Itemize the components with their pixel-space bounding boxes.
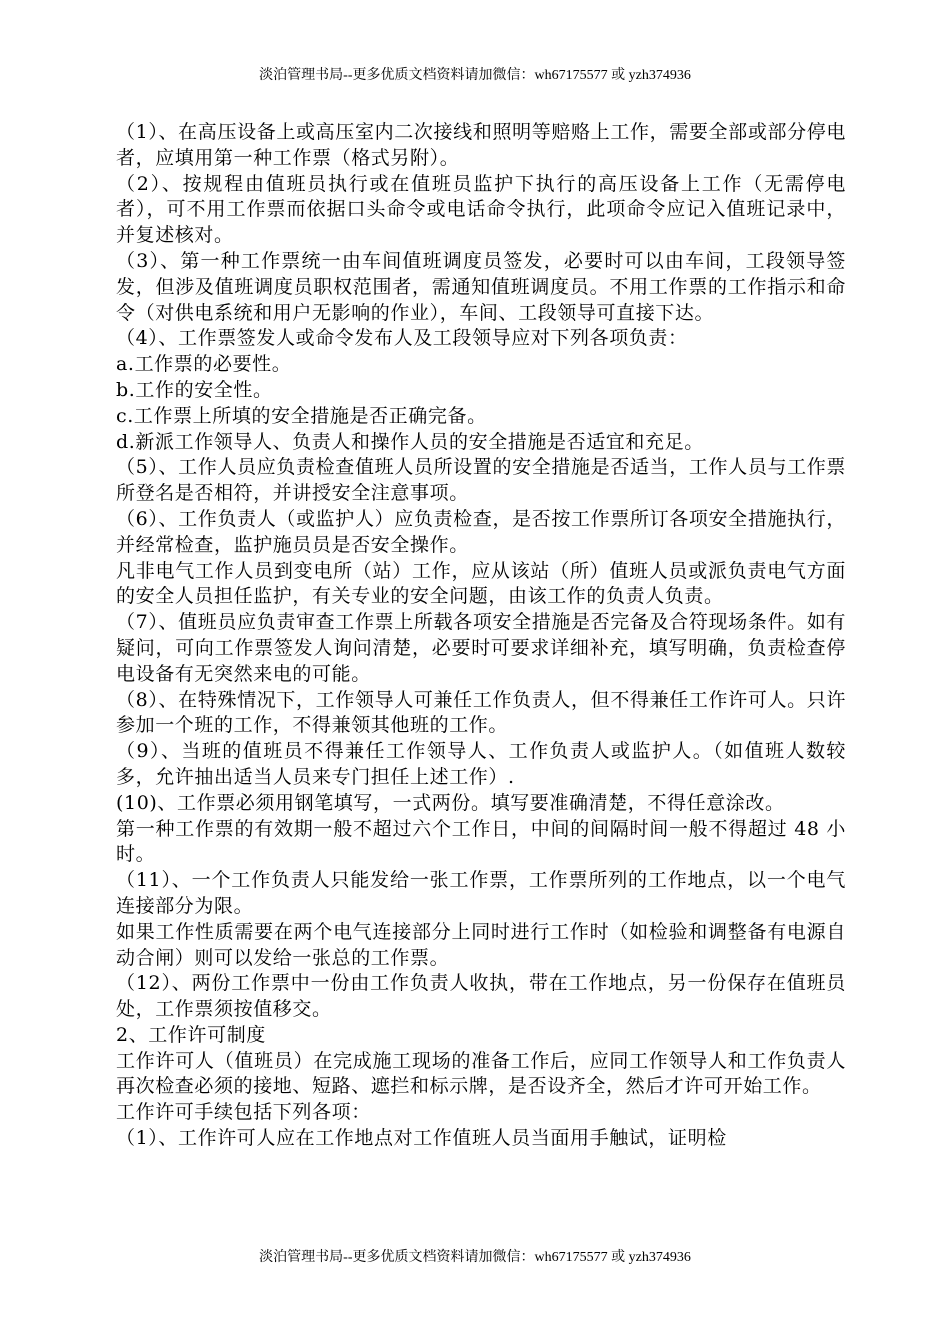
paragraph-11: （11）、一个工作负责人只能发给一张工作票，工作票所列的工作地点，以一个电气连接部分为限。 [116, 869, 846, 917]
paragraph-7: （7）、值班员应负责审查工作票上所载各项安全措施是否完备及合符现场条件。如有疑问，可向工作票签发人询问清楚，必要时可要求详细补充，填写明确，负责检查停电设备有无突然来电的可能。 [116, 611, 846, 685]
paragraph-multi-section: 如果工作性质需要在两个电气连接部分上同时进行工作时（如检验和调整备有电源自动合闸）则可以发给一张总的工作票。 [116, 920, 846, 969]
list-item-a: a.工作票的必要性。 [116, 353, 292, 376]
list-item-d: d.新派工作领导人、负责人和操作人员的安全措施是否适宜和充足。 [116, 430, 704, 453]
paragraph-permit-procedures: 工作许可手续包括下列各项： [116, 1101, 371, 1124]
paragraph-permit-intro: 工作许可人（值班员）在完成施工现场的准备工作后，应同工作领导人和工作负责人再次检查必须的接地、短路、遮拦和标示牌，是否设齐全，然后才许可开始工作。 [116, 1049, 846, 1098]
paragraph-8: （8）、在特殊情况下，工作领导人可兼任工作负责人，但不得兼任工作许可人。只许参加一个班的工作，不得兼领其他班的工作。 [116, 688, 846, 737]
paragraph-12: （12）、两份工作票中一份由工作负责人收执，带在工作地点，另一份保存在值班员处，工作票须按值移交。 [116, 972, 846, 1021]
paragraph-10: (10)、工作票必须用钢笔填写，一式两份。填写要准确清楚，不得任意涂改。 [116, 791, 785, 814]
paragraph-non-electrical: 凡非电气工作人员到变电所（站）工作，应从该站（所）值班人员或派负责电气方面的安全人员担任监护，有关专业的安全问题，由该工作的负责人负责。 [116, 559, 846, 608]
paragraph-5: （5）、工作人员应负责检查值班人员所设置的安全措施是否适当，工作人员与工作票所登名是否相符，并讲授安全注意事项。 [116, 456, 846, 505]
paragraph-validity: 第一种工作票的有效期一般不超过六个工作日，中间的间隔时间一般不得超过 48 小时。 [116, 817, 846, 866]
paragraph-2: （2）、按规程由值班员执行或在值班员监护下执行的高压设备上工作（无需停电者），可不用工作票而依据口头命令或电话命令执行，此项命令应记入值班记录中，并复述核对。 [116, 172, 846, 247]
paragraph-4: （4）、工作票签发人或命令发布人及工段领导应对下列各项负责： [116, 327, 688, 350]
section-heading-work-permit: 2、工作许可制度 [116, 1023, 266, 1046]
paragraph-1: （1）、在高压设备上或高压室内二次接线和照明等赔赂上工作，需要全部或部分停电者，应填用第一种工作票（格式另附）。 [116, 121, 846, 169]
paragraph-9: （9）、当班的值班员不得兼任工作领导人、工作负责人或监护人。（如值班人数较多，允许抽出适当人员来专门担任上述工作）. [116, 740, 846, 788]
list-item-b: b.工作的安全性。 [116, 378, 273, 401]
header-banner: 淡泊管理书局--更多优质文档资料请加微信：wh67175577 或 yzh374936 [259, 68, 691, 83]
paragraph-6: （6）、工作负责人（或监护人）应负责检查，是否按工作票所订各项安全措施执行，并经常检查，监护施员员是否安全操作。 [116, 507, 846, 556]
document-body [116, 120, 846, 1152]
list-item-c: c.工作票上所填的安全措施是否正确完备。 [116, 404, 487, 427]
paragraph-permit-1: （1）、工作许可人应在工作地点对工作值班人员当面用手触试，证明检 [116, 1127, 727, 1150]
footer-banner: 淡泊管理书局--更多优质文档资料请加微信：wh67175577 或 yzh374936 [259, 1250, 691, 1265]
paragraph-3: （3）、第一种工作票统一由车间值班调度员签发，必要时可以由车间，工段领导签发，但涉及值班调度员职权范围者，需通知值班调度员。不用工作票的工作指示和命令（对供电系统和用户无影响的作业），车间、工段领导可直接下达。 [116, 249, 846, 324]
